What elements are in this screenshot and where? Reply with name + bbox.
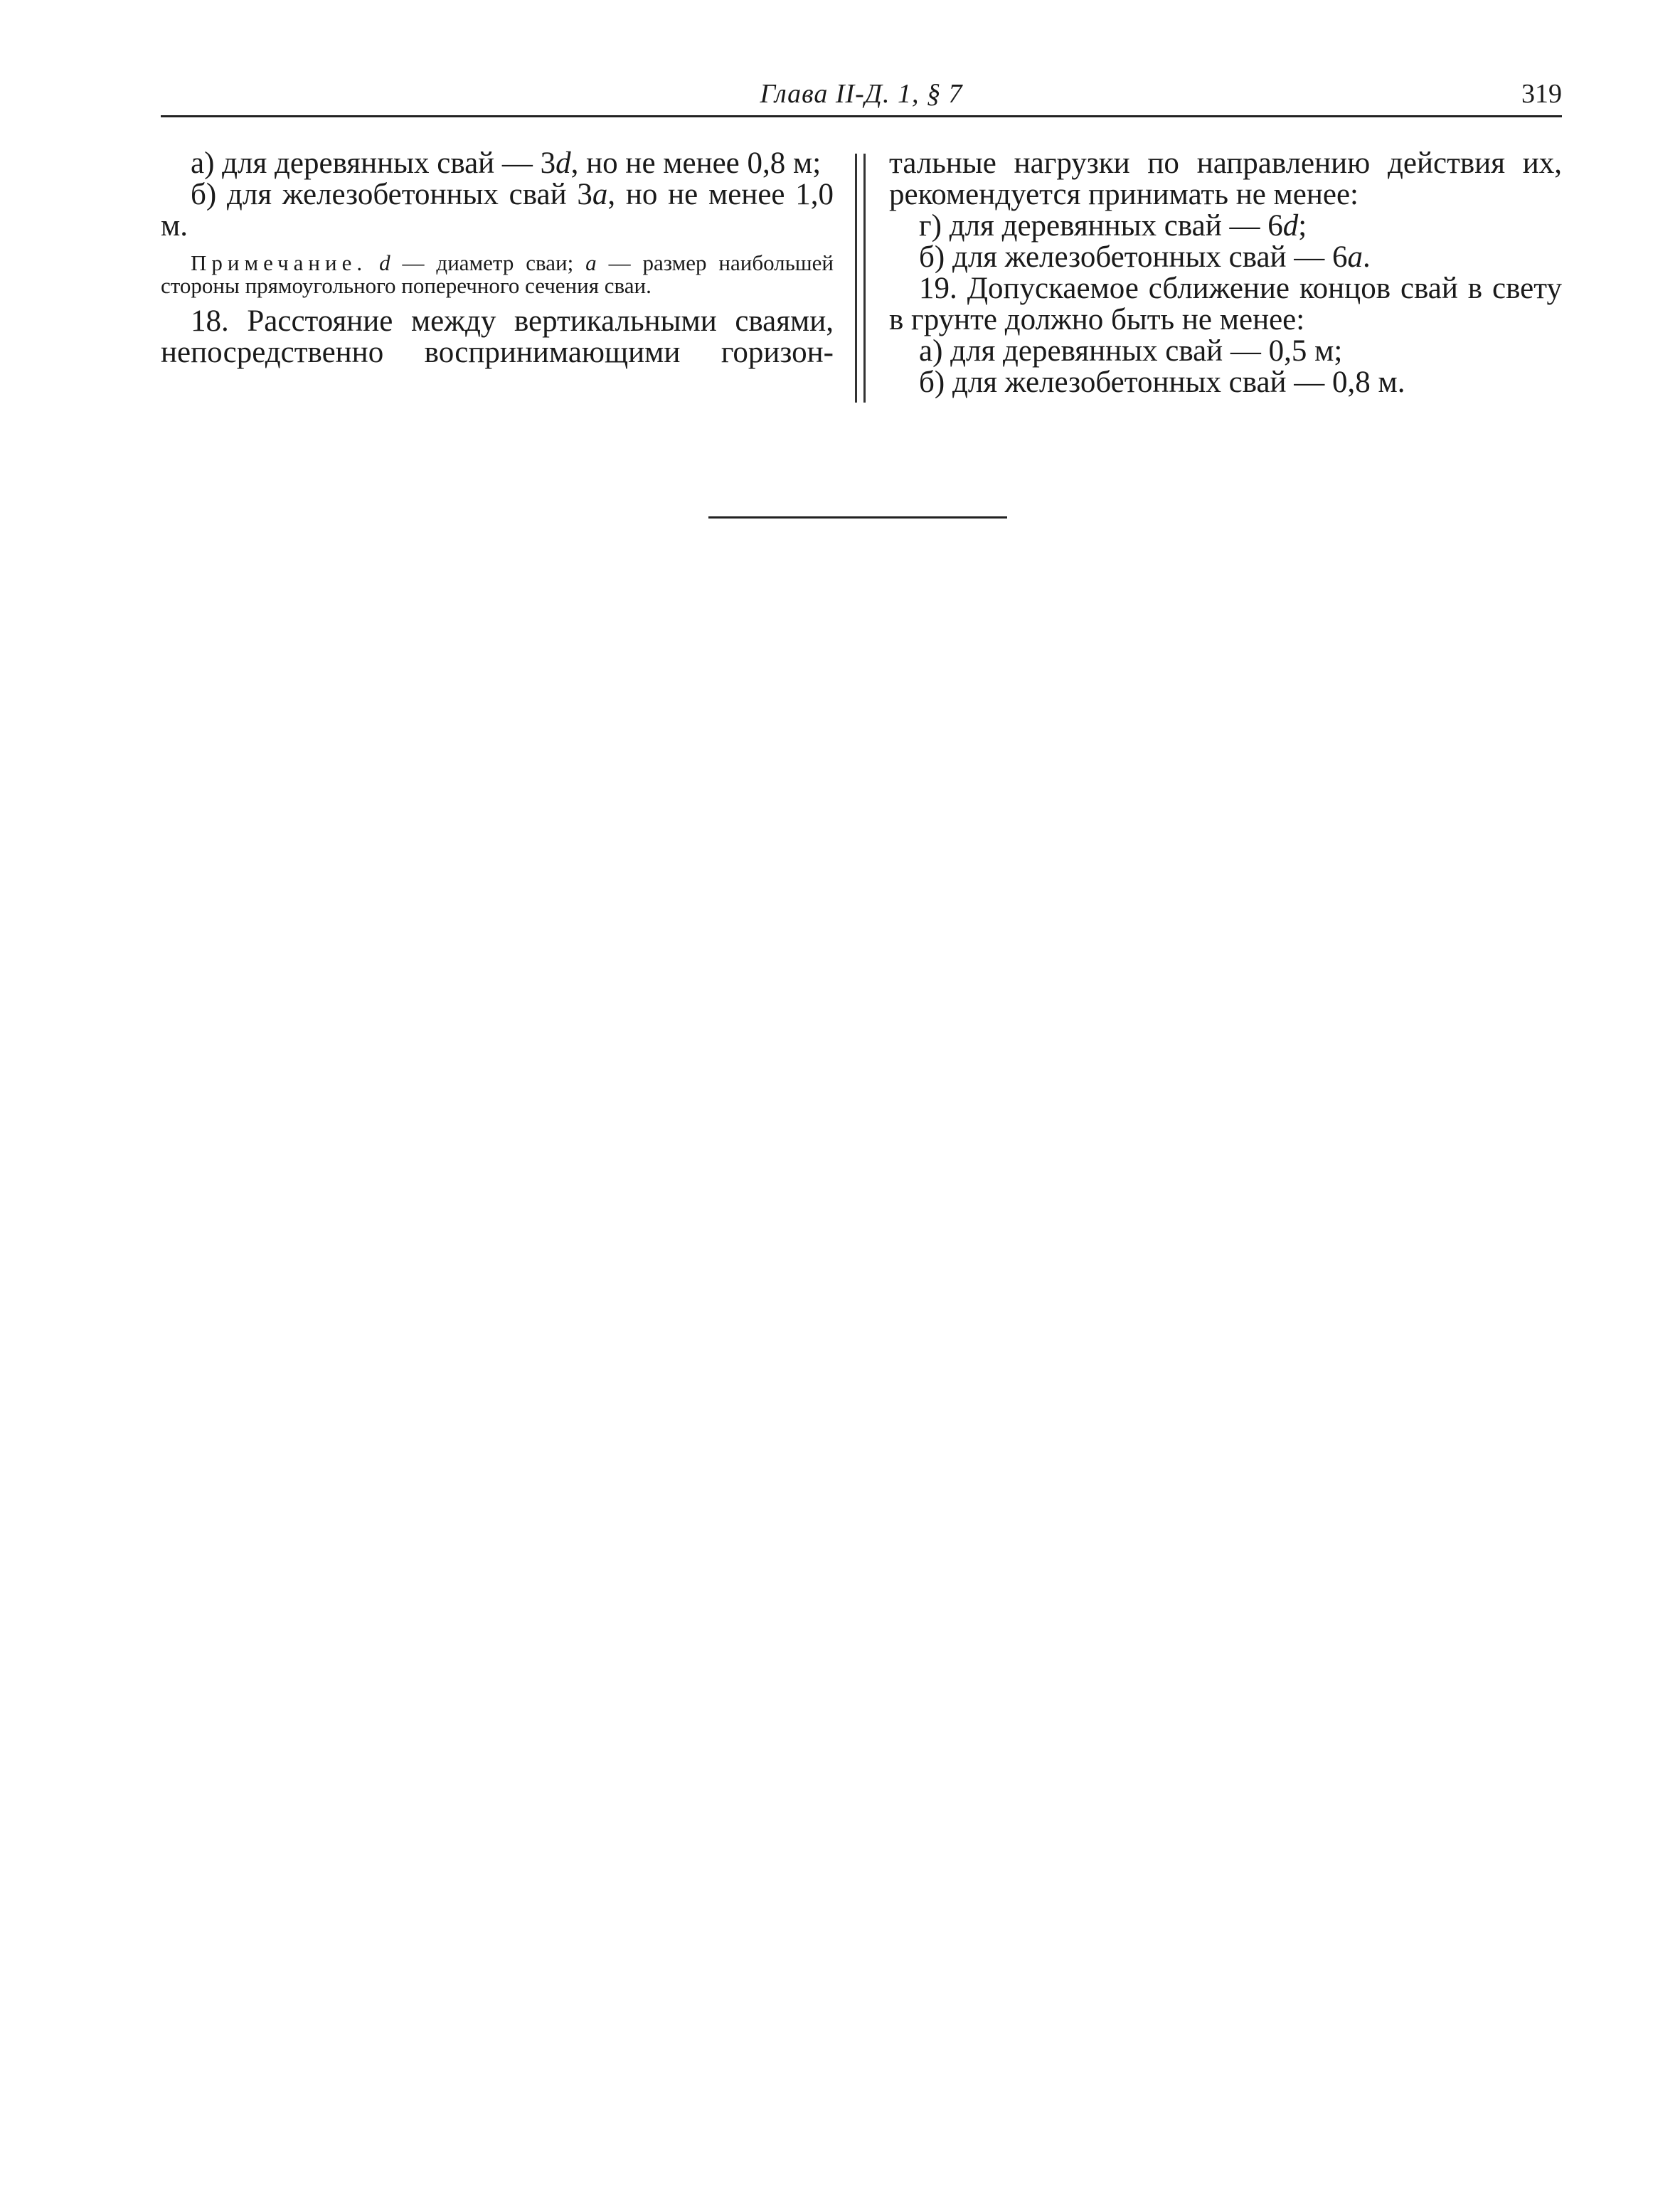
text-columns <box>161 148 1562 404</box>
paragraph-18-continuation: тальные нагрузки по направлению действия их, рекомендуется принимать не менее: <box>889 147 1562 211</box>
item-g-wood-piles: г) для деревянных свай — 6d; <box>919 209 1307 243</box>
item-b-concrete-piles-spacing: б) для железобетонных свай — 6a. <box>919 240 1371 274</box>
right-column <box>889 148 1562 398</box>
running-head: Глава II-Д. 1, § 7 <box>760 79 963 109</box>
paragraph-19: 19. Допускаемое сближение концов свай в свету в грунте должно быть не менее: <box>889 272 1562 336</box>
item-a-wood-piles-tips: а) для деревянных свай — 0,5 м; <box>919 334 1343 368</box>
item-b-concrete-piles: б) для железобетонных свай 3a, но не менее 1,0 м. <box>161 178 834 243</box>
left-column <box>161 148 834 368</box>
page-header <box>161 74 1562 117</box>
page-number: 319 <box>1521 79 1562 109</box>
section-end-rule <box>708 516 1007 519</box>
note-label: Примечание. <box>191 250 368 275</box>
column-divider <box>855 154 866 403</box>
item-a-wood-piles: а) для деревянных свай — 3d, но не менее 0,8 м; <box>191 147 822 180</box>
note: Примечание. d — диаметр сваи; a — размер наибольшей стороны прямоугольного поперечного сечения сваи. <box>161 250 834 298</box>
paragraph-18: 18. Расстояние между вертикальными сваями, непосредственно воспринимающими горизон- <box>161 304 834 369</box>
item-b-concrete-piles-tips: б) для железобетонных свай — 0,8 м. <box>919 366 1405 399</box>
